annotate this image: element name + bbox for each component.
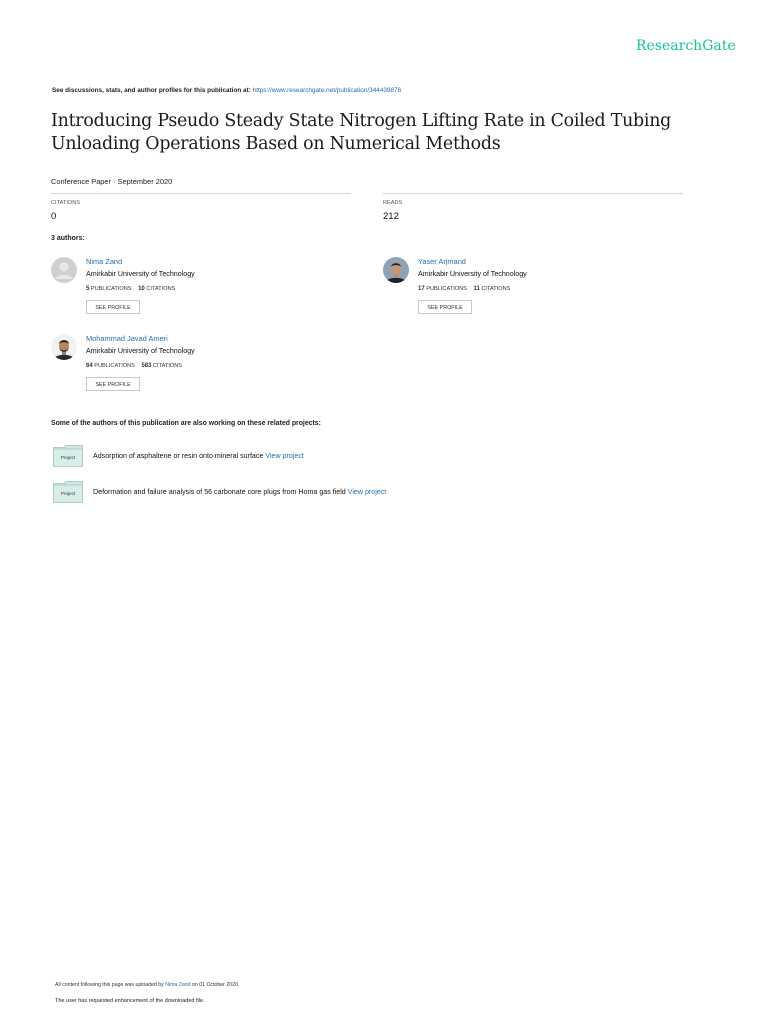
project-folder-label: Project (60, 455, 76, 460)
publications-count: 17 (418, 286, 425, 292)
publications-label: PUBLICATIONS (426, 286, 467, 292)
author-stats (86, 363, 182, 369)
citations-label: CITATIONS (51, 200, 81, 206)
publication-url-link[interactable]: https://www.researchgate.net/publication/344439876 (252, 87, 402, 94)
author-institution: Amirkabir University of Technology (418, 270, 527, 278)
publication-title: Introducing Pseudo Steady State Nitrogen Lifting Rate in Coiled Tubing Unloading Operations Based on Numerical Methods (51, 111, 672, 154)
publications-count: 5 (86, 286, 90, 292)
citations-count: 10 (138, 286, 145, 292)
photo-avatar-icon[interactable] (383, 257, 409, 283)
see-profile-button[interactable]: SEE PROFILE (86, 300, 140, 314)
citations-value: 0 (51, 211, 57, 222)
upload-note (55, 982, 239, 988)
citations-label: CITATIONS (481, 286, 511, 292)
publications-count: 64 (86, 363, 93, 369)
see-profile-button[interactable]: SEE PROFILE (418, 300, 472, 314)
default-avatar-icon[interactable] (51, 257, 77, 283)
publications-label: PUBLICATIONS (94, 363, 135, 369)
reads-value: 212 (383, 211, 399, 222)
project-folder-label: Project (60, 491, 76, 496)
author-name-link[interactable]: Mohammad Javad Ameri (86, 334, 168, 343)
researchgate-logo[interactable]: ResearchGate (636, 38, 736, 54)
enhancement-note: The user has requested enhancement of the downloaded file. (55, 998, 205, 1004)
uploader-link[interactable]: Nima Zand (165, 982, 191, 988)
divider-citations (51, 193, 351, 194)
upload-date: on 01 October 2020. (192, 982, 240, 988)
project-description (93, 452, 304, 460)
discussion-text: See discussions, stats, and author profiles for this publication at: (52, 87, 251, 94)
publications-label: PUBLICATIONS (90, 286, 132, 292)
project-description (93, 488, 386, 496)
see-profile-button[interactable]: SEE PROFILE (86, 377, 140, 391)
author-institution: Amirkabir University of Technology (86, 347, 195, 355)
photo-avatar-icon[interactable] (51, 334, 77, 360)
author-stats (418, 286, 510, 292)
related-projects-heading: Some of the authors of this publication are also working on these related projects: (51, 420, 321, 427)
project-title: Deformation and failure analysis of 56 carbonate core plugs from Homa gas field (93, 488, 346, 496)
author-institution: Amirkabir University of Technology (86, 270, 195, 278)
project-item (53, 481, 653, 503)
citations-count: 583 (141, 363, 152, 369)
citations-label: CITATIONS (153, 363, 183, 369)
citations-label: CITATIONS (146, 286, 176, 292)
upload-prefix: All content following this page was uploaded by (55, 982, 164, 988)
author-card (51, 257, 351, 327)
authors-heading: 3 authors: (51, 235, 85, 242)
view-project-link[interactable]: View project (265, 452, 304, 460)
author-name-link[interactable]: Yaser Arjmand (418, 257, 466, 266)
author-card (383, 257, 683, 327)
reads-label: READS (383, 200, 403, 206)
project-item (53, 445, 653, 467)
discussion-line (52, 87, 401, 94)
project-folder-icon[interactable] (53, 445, 83, 467)
author-card (51, 334, 351, 404)
project-folder-icon[interactable] (53, 481, 83, 503)
divider-reads (383, 193, 683, 194)
citations-count: 11 (473, 286, 480, 292)
project-title: Adsorption of asphaltene or resin onto mineral surface (93, 452, 264, 460)
author-stats (86, 286, 175, 292)
publication-type: Conference Paper · September 2020 (51, 177, 173, 186)
view-project-link[interactable]: View project (347, 488, 387, 496)
author-name-link[interactable]: Nima Zand (86, 257, 123, 266)
